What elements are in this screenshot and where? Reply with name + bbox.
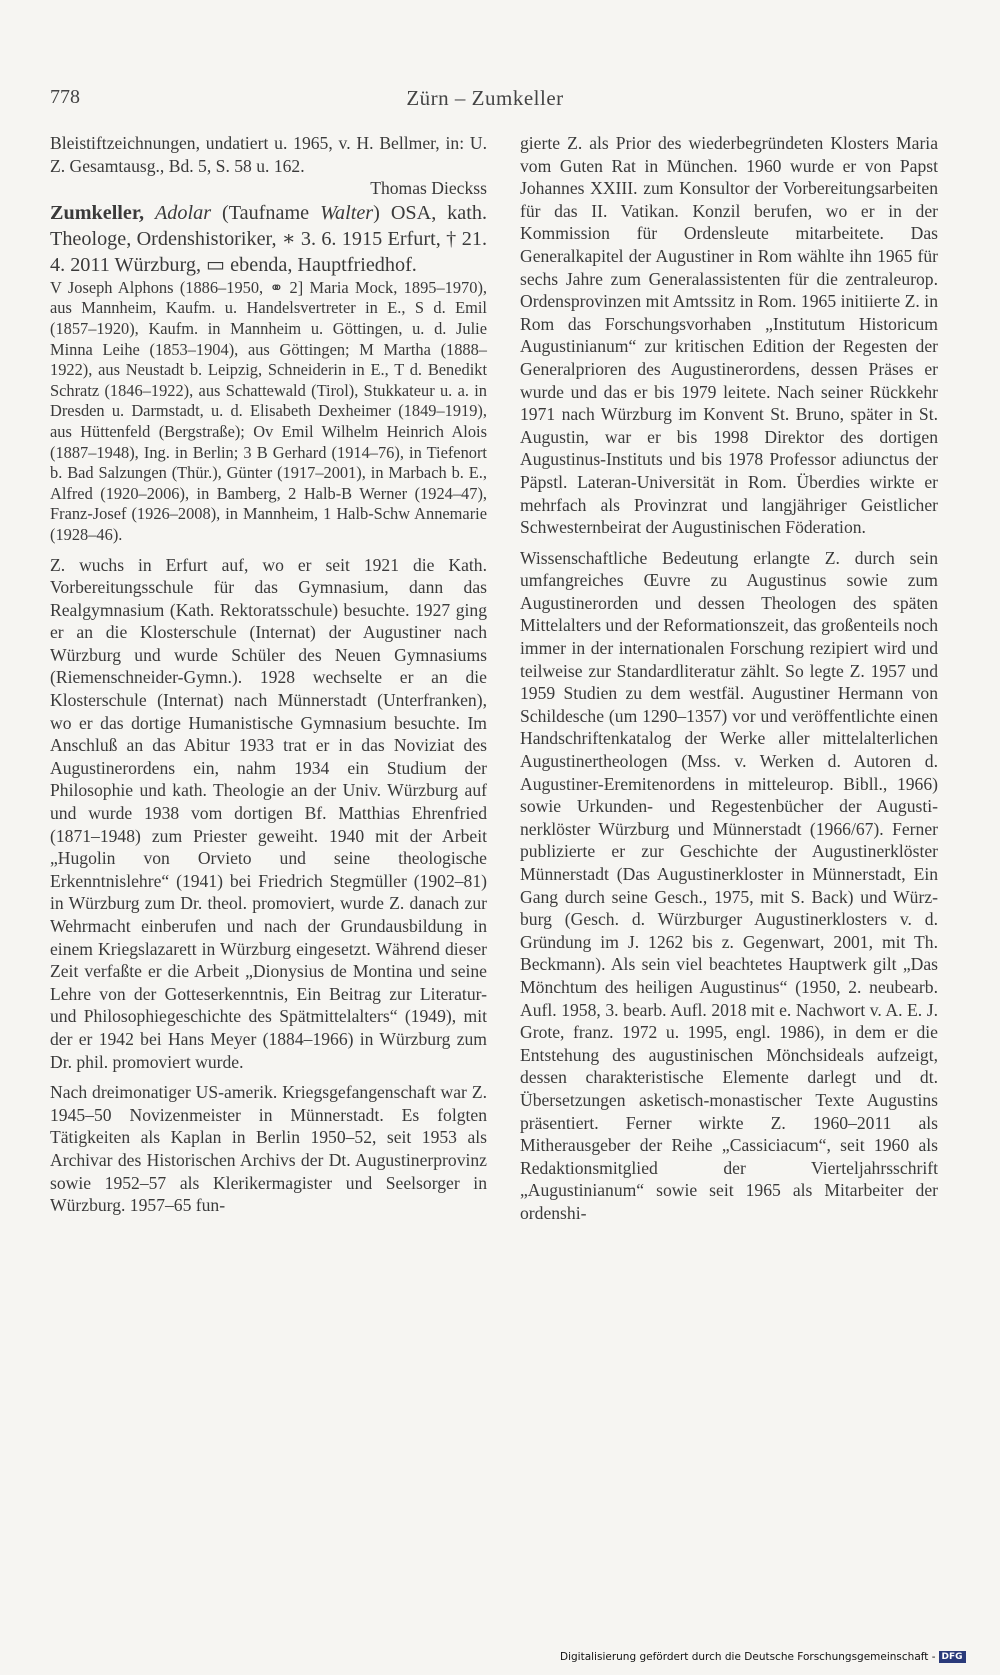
running-head: Zürn – Zumkeller bbox=[406, 86, 564, 110]
dfg-logo: DFG bbox=[939, 1651, 966, 1663]
paragraph-rome: gierte Z. als Prior des wiederbegründeten Klosters Maria vom Guten Rat in München. 1960 wurde er von Papst Johannes XXIII. zum Konsultor der Vorbereitungsarbeiten für das II. Vatikan. Konzil berufen, wo er in der Kommission für Ordensleute mitarbeitete. Das Generalkapitel der Augustiner in Rom wählte ihn 1965 für sechs Jahre zum Generalassistenten für die zentraleurop. Ordensprovinzen mit Amtssitz in Rom. 1965 initiierte Z. in Rom das Forschungsvorhaben „Institutum Historicum Augustinianum“ zur kritischen Edition der Regesten der Generalprioren des Augustinerordens, dessen Präses er wurde und das er bis 1979 leitete. Nach seiner Rückkehr 1971 nach Würzburg im Konvent St. Bruno, später in St. Augustin, war er bis 1998 Direktor des dortigen Augustinus-Instituts und bis 1978 Professor adiunctus der Päpstl. Lateran-Universität in Rom. Überdies wirkte er mehrfach als Provinzrat und langjähriger Geistlicher Schwesternbeirat der Augustinischen Föderation. bbox=[520, 133, 938, 538]
paragraph-significance: Wissenschaftliche Bedeutung erlangte Z. durch sein umfangreiches Œuvre zu Augustinus sowie zum Augustinerorden und dessen Theologen des späten Mittelalters und der Reformationszeit, das großenteils noch immer in der internationalen Forschung rezipiert wird und teilweise zur Standardliteratur zählt. So legte Z. 1957 und 1959 Studien zu dem westfäl. Augustiner Hermann von Schildesche (um 1290–1357) vor und veröffentlichte einen Handschriftenkatalog der Werke aller mittelalterlichen Augustinertheologen (Mss. v. Werken d. Autoren d. Augustiner-Eremitenordens in mitteleurop. Bibll., 1966) sowie Urkunden- und Regestenbücher der Augustinerklöster Würzburg und Münnerstadt (1966/67). Ferner publizierte er zur Geschichte der Augustinerklöster Münnerstadt (Das Augustinerkloster in Münnerstadt, Ein Gang durch seine Gesch., 1975, mit S. Back) und Würzburg (Gesch. d. Würzburger Augustinerklosters v. d. Gründung im J. 1262 bis z. Gegenwart, 2001, mit Th. Beckmann). Als sein viel beachtetes Hauptwerk gilt „Das Mönchtum des heiligen Augustinus“ (1950, 2. neubearb. Aufl. 1958, 3. bearb. Aufl. 2018 mit e. Nachwort v. A. E. J. Grote, franz. 1972 u. 1995, engl. 1986), in dem er die Entstehung des augustinischen Mönchsideals aufzeigt, dessen charakteristische Elemente darlegt und dt. Übersetzungen asketisch-monastischer Texte Augustins präsentiert. Ferner wirkte Z. 1960–2011 als Mitherausgeber der Reihe „Cassiciacum“, seit 1960 als Redaktionsmitglied der Vierteljahrsschrift „Augustinianum“ sowie seit 1965 als Mitarbeiter der ordenshi- bbox=[520, 547, 938, 1223]
entry-given-name: Adolar bbox=[154, 201, 212, 224]
previous-entry-author: Thomas Dieckss bbox=[370, 178, 487, 199]
paragraph-youth: Z. wuchs in Erfurt auf, wo er seit 1921 die Kath. Vorbereitungsschule für das Gymnasium, dann das Realgymnasium (Kath. Rektoratsschule) besuchte. 1927 ging er an die Klosterschule (Internat) der Augustiner nach Würzburg und wurde Schüler des Neuen Gymnasiums (Riemenschneider-Gymn.). 1928 wechselte er an die Klosterschule (Internat) nach Münnerstadt (Unterfranken), wo er das dortige Humanistische Gymnasium besuchte. Im Anschluß an das Abitur 1933 trat er in das Noviziat des Augustinerordens ein, nahm 1934 ein Studium der Philosophie und kath. Theologie an der Univ. Würzburg auf und wurde 1938 vom dortigen Bf. Matthias Ehrenfried (1871–1948) zum Priester geweiht. 1940 mit der Arbeit „Hugolin von Orvieto und seine theologische Erkenntnislehre“ (1941) bei Friedrich Stegmüller (1902–81) in Würzburg zum Dr. theol. promoviert, wurde Z. danach zur Wehrmacht einberufen und nach der Grundausbildung in einem Kriegslazarett in Würzburg eingesetzt. Während dieser Zeit verfaßte er die Arbeit „Dionysius de Montina und seine Lehre von der Gotteserkenntnis, Ein Beitrag zur Literatur- und Philosophiegeschichte des Spätmittelalters“ (1949), mit der er 1942 bei Hans Meyer (1884–1966) in Würzburg zum Dr. phil. promoviert wurde. bbox=[50, 554, 487, 1072]
right-column bbox=[520, 132, 938, 1225]
previous-entry-tail: Bleistiftzeichnungen, undatiert u. 1965, v. H. Bellmer, in: U. Z. Gesamtausg., Bd. 5, S. 58 u. 162. bbox=[50, 133, 487, 176]
footer-text: Digitalisierung gefördert durch die Deutsche Forschungsgemeinschaft - bbox=[560, 1651, 936, 1663]
entry-life-data: ) OSA, kath. Theologe, Ordenshistoriker, ∗ 3. 6. 1915 Erfurt, † 21. 4. 2011 Würzburg, ▭ ebenda, Hauptfriedhof. bbox=[50, 201, 487, 276]
genealogy-block: V Joseph Alphons (1886–1950, ⚭ 2] Maria Mock, 1895–1970), aus Mannheim, Kaufm. u. Handelsvertreter in E., S d. Emil (1857–1920), Kaufm. in Mannheim u. Göttingen, u. d. Julie Minna Leihe (1853–1904), aus Göttingen; M Martha (1888–1922), aus Neustadt b. Leipzig, Schneiderin in E., T d. Benedikt Schratz (1846–1922), aus Schattewald (Tirol), Stukkateur u. a. in Dresden u. Darmstadt, u. d. Elisabeth Dexheimer (1849–1919), aus Hüttenfeld (Bergstraße); Ov Emil Wilhelm Heinrich Alois (1887–1948), Ing. in Berlin; 3 B Gerhard (1914–76), in Tiefenort b. Bad Salzungen (Thür.), Günter (1917–2001), in Marbach b. E., Alfred (1920–2006), in Bamberg, 2 Halb-B Werner (1924–47), Franz-Josef (1926–2008), in Mannheim, 1 Halb-Schw Annemarie (1928–46). bbox=[50, 277, 487, 544]
entry-paren-open: (Taufname bbox=[221, 201, 310, 224]
digitization-footer bbox=[560, 1651, 990, 1663]
entry-baptismal-name: Walter bbox=[320, 201, 374, 224]
paragraph-postwar: Nach dreimonatiger US-amerik. Kriegsgefangenschaft war Z. 1945–50 Novizenmeister in Münnerstadt. Es folgten Tätigkeiten als Kaplan in Berlin 1950–52, seit 1953 als Archivar des Historischen Archivs der Dt. Augustinerprovinz sowie 1952–57 als Klerikermagister und Seelsorger in Würzburg. 1957–65 fun- bbox=[50, 1082, 487, 1216]
page-header bbox=[50, 86, 920, 116]
entry-heading bbox=[50, 200, 487, 278]
entry-lemma: Zumkeller, bbox=[50, 201, 145, 224]
page-number: 778 bbox=[50, 86, 80, 108]
left-column bbox=[50, 132, 487, 1217]
